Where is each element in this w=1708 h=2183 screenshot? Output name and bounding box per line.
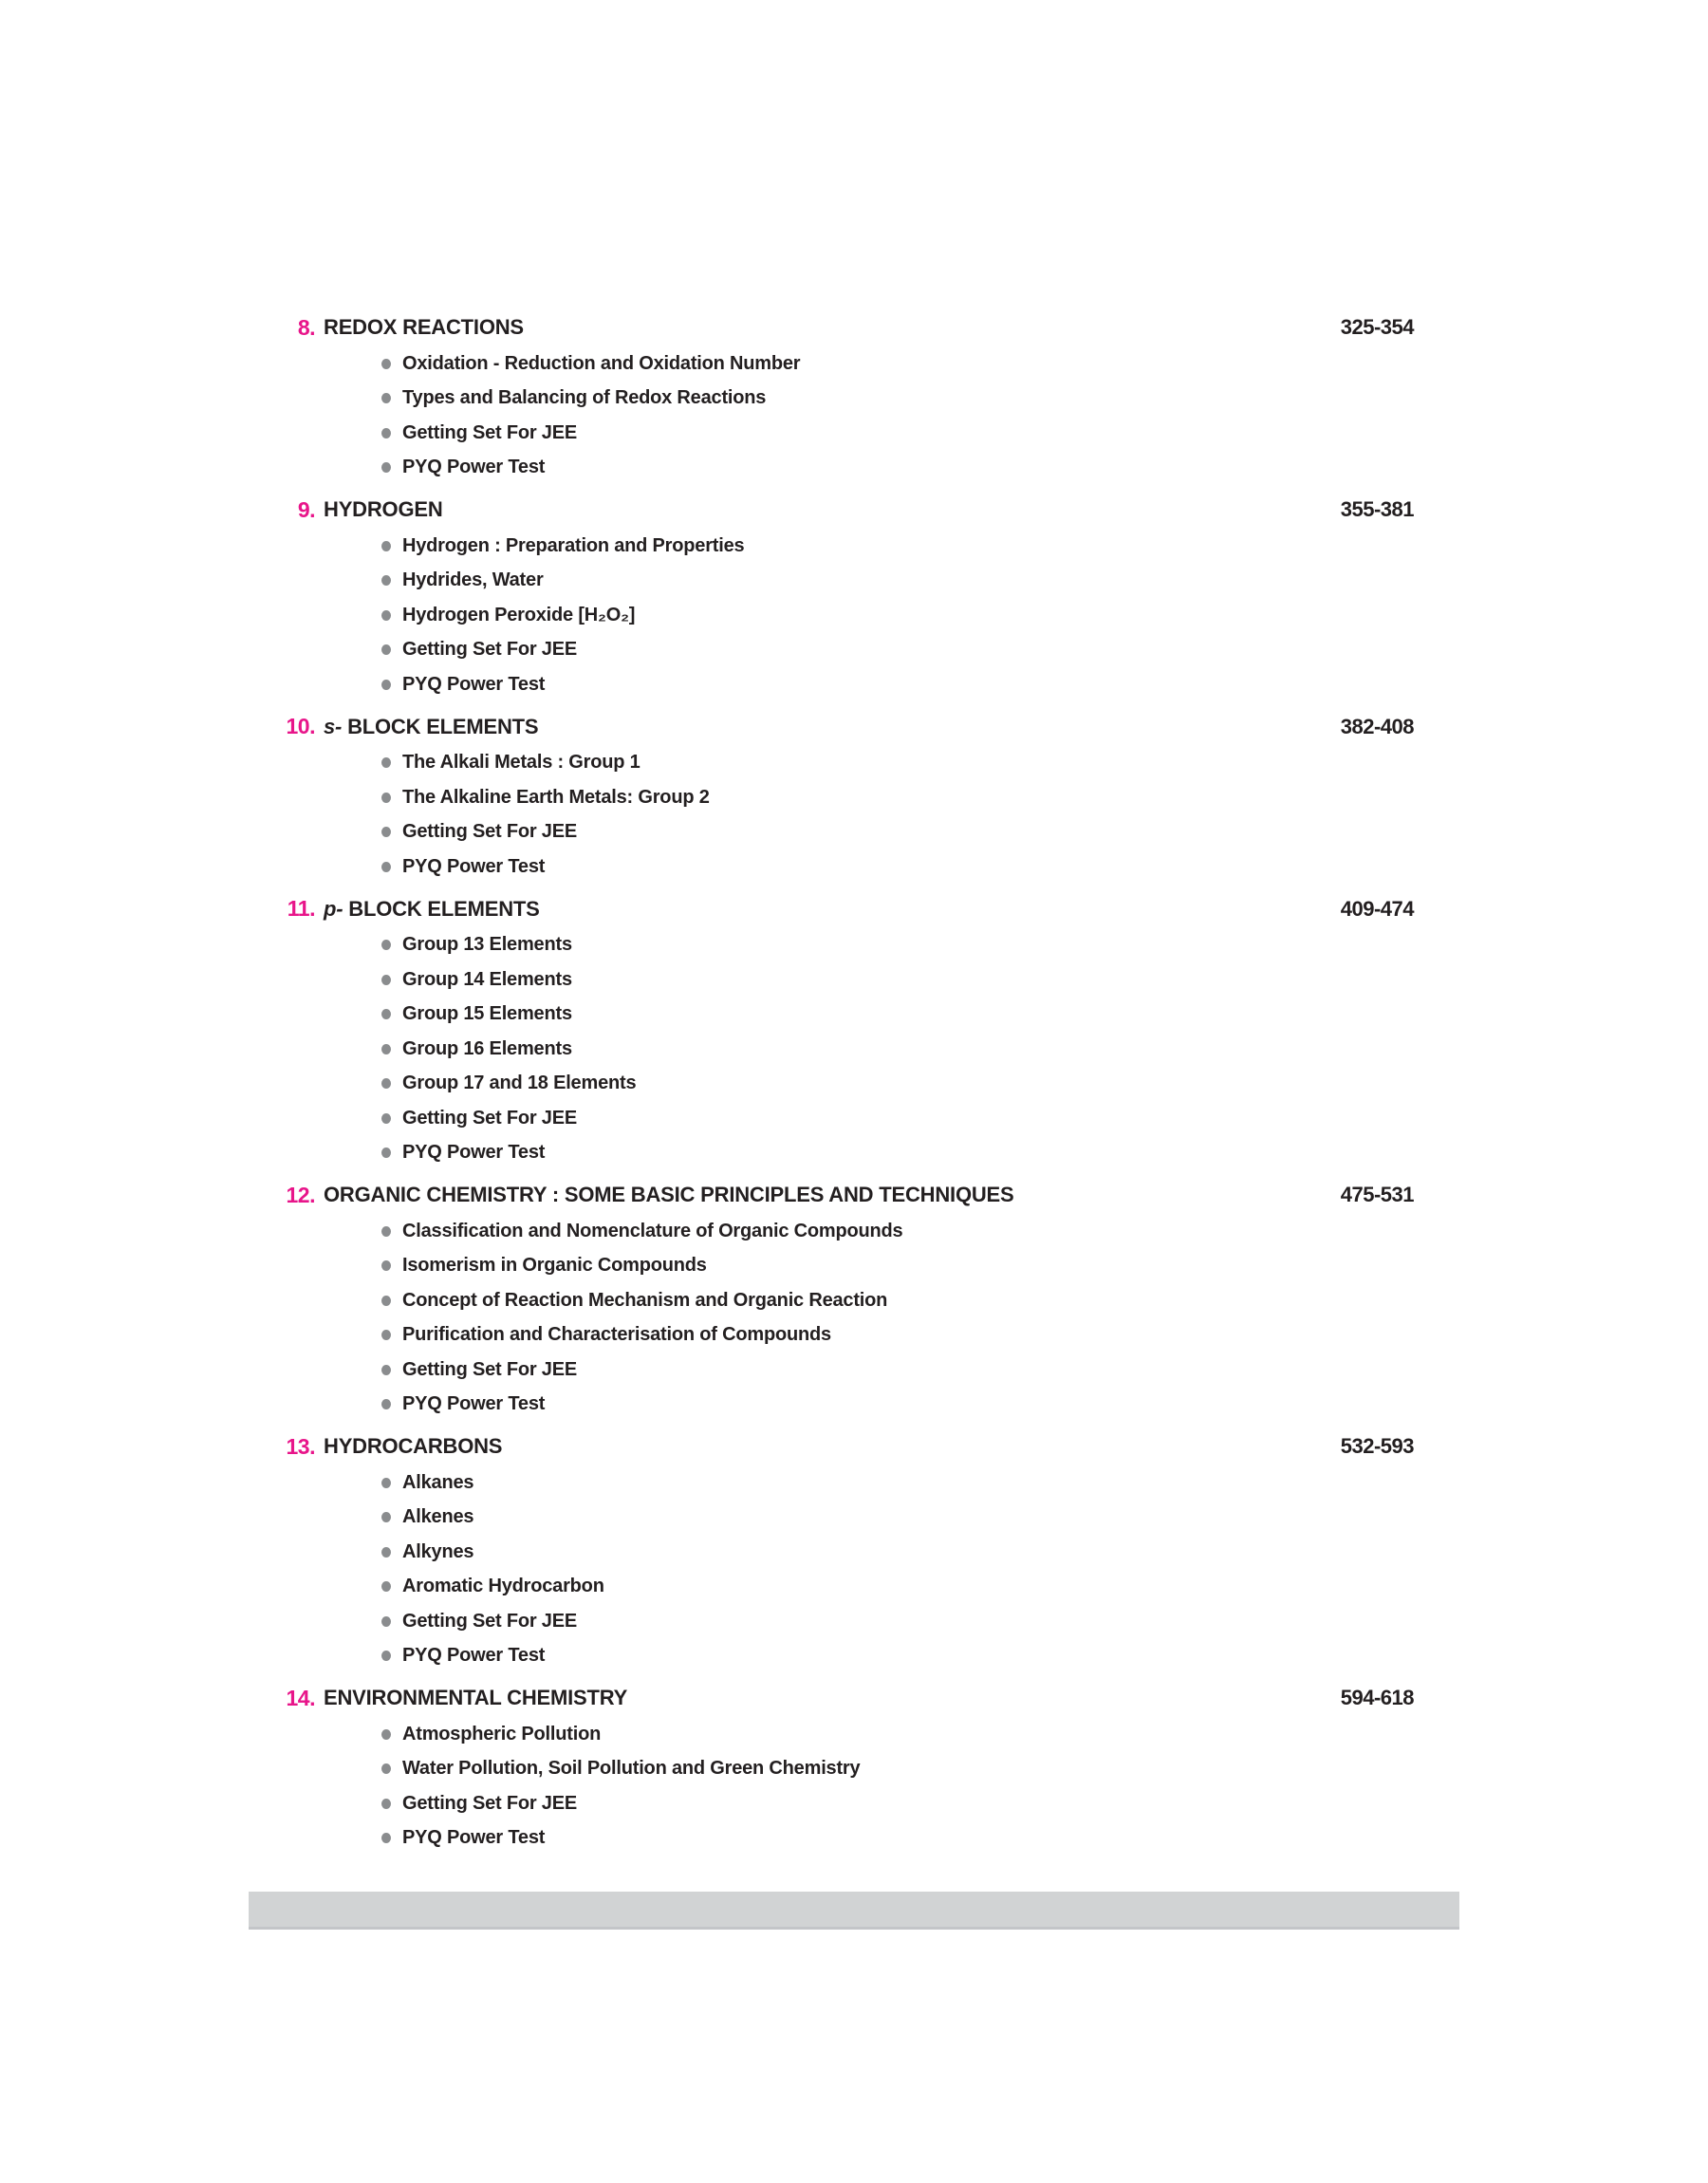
chapter-title-text: HYDROGEN xyxy=(324,497,443,521)
footer-bar xyxy=(249,1892,1459,1930)
topic-list xyxy=(273,1465,1414,1673)
chapter-page-range: 325-354 xyxy=(1340,315,1414,339)
topic-label: Group 17 and 18 Elements xyxy=(402,1073,637,1094)
topic-item xyxy=(381,1717,1414,1752)
bullet-icon xyxy=(381,975,391,985)
topic-item xyxy=(381,633,1414,668)
topic-item xyxy=(381,667,1414,702)
bullet-icon xyxy=(381,680,391,690)
topic-item xyxy=(381,529,1414,564)
bullet-icon xyxy=(381,1226,391,1237)
topic-label: Hydrogen : Preparation and Properties xyxy=(402,534,745,556)
chapter-entry-environmental-chemistry xyxy=(273,1681,1414,1856)
bullet-icon xyxy=(381,428,391,438)
topic-label: Getting Set For JEE xyxy=(402,1107,578,1129)
bullet-icon xyxy=(381,610,391,621)
chapter-entry-p-block-elements xyxy=(273,892,1414,1171)
chapter-title-text: BLOCK ELEMENTS xyxy=(343,896,540,921)
bullet-icon xyxy=(381,1296,391,1306)
topic-item xyxy=(381,1388,1414,1423)
topic-item xyxy=(381,1032,1414,1067)
topic-list xyxy=(273,928,1414,1171)
topic-item xyxy=(381,1101,1414,1136)
topic-label: Types and Balancing of Redox Reactions xyxy=(402,387,767,409)
topic-label: Getting Set For JEE xyxy=(402,1358,578,1380)
topic-item xyxy=(381,598,1414,633)
chapter-title-text: ORGANIC CHEMISTRY : SOME BASIC PRINCIPLES AND TECHNIQUES xyxy=(324,1183,1014,1206)
bullet-icon xyxy=(381,1478,391,1488)
bullet-icon xyxy=(381,1581,391,1592)
topic-item xyxy=(381,1214,1414,1249)
chapter-heading xyxy=(273,1681,1414,1715)
bullet-icon xyxy=(381,1763,391,1774)
topic-label: Isomerism in Organic Compounds xyxy=(402,1255,707,1277)
topic-label: Getting Set For JEE xyxy=(402,821,578,843)
chapter-title xyxy=(324,1183,1331,1207)
topic-item xyxy=(381,451,1414,486)
topic-label: Concept of Reaction Mechanism and Organic Reaction xyxy=(402,1289,888,1311)
chapter-heading xyxy=(273,493,1414,527)
bullet-icon xyxy=(381,644,391,655)
topic-item xyxy=(381,1318,1414,1353)
bullet-icon xyxy=(381,1512,391,1522)
bullet-icon xyxy=(381,1147,391,1158)
bullet-icon xyxy=(381,940,391,950)
topic-item xyxy=(381,1067,1414,1102)
bullet-icon xyxy=(381,1799,391,1809)
topic-label: Alkynes xyxy=(402,1540,474,1562)
topic-item xyxy=(381,928,1414,963)
bullet-icon xyxy=(381,1078,391,1089)
topic-label: Alkenes xyxy=(402,1506,474,1528)
chapter-page-range: 355-381 xyxy=(1340,497,1414,521)
chapter-title xyxy=(324,497,1331,522)
chapter-page-range: 475-531 xyxy=(1340,1183,1414,1206)
bullet-icon xyxy=(381,1365,391,1375)
topic-label: PYQ Power Test xyxy=(402,1645,546,1667)
chapter-title-text: ENVIRONMENTAL CHEMISTRY xyxy=(324,1686,628,1709)
topic-item xyxy=(381,849,1414,885)
chapter-number: 11. xyxy=(287,896,315,921)
topic-label: Group 14 Elements xyxy=(402,968,572,990)
topic-item xyxy=(381,780,1414,815)
bullet-icon xyxy=(381,1009,391,1019)
topic-item xyxy=(381,346,1414,382)
chapter-heading xyxy=(273,892,1414,926)
topic-label: Getting Set For JEE xyxy=(402,421,578,443)
bullet-icon xyxy=(381,1399,391,1409)
chapter-title-italic-prefix: s- xyxy=(324,714,343,738)
topic-label: Group 13 Elements xyxy=(402,934,572,956)
topic-list xyxy=(273,1717,1414,1856)
topic-label: Group 15 Elements xyxy=(402,1003,572,1025)
topic-item xyxy=(381,1136,1414,1171)
bullet-icon xyxy=(381,1729,391,1740)
topic-label: Getting Set For JEE xyxy=(402,1792,578,1814)
topic-item xyxy=(381,1570,1414,1605)
topic-item xyxy=(381,746,1414,781)
bullet-icon xyxy=(381,827,391,837)
chapter-title xyxy=(324,897,1331,922)
topic-item xyxy=(381,382,1414,417)
bullet-icon xyxy=(381,575,391,586)
chapter-title-text: REDOX REACTIONS xyxy=(324,315,524,339)
topic-item xyxy=(381,1786,1414,1821)
topic-label: Purification and Characterisation of Compounds xyxy=(402,1324,831,1346)
topic-item xyxy=(381,1283,1414,1318)
bullet-icon xyxy=(381,1651,391,1661)
topic-label: Hydrides, Water xyxy=(402,569,544,591)
bullet-icon xyxy=(381,1330,391,1340)
topic-label: Aromatic Hydrocarbon xyxy=(402,1576,604,1597)
chapter-entry-redox-reactions xyxy=(273,310,1414,485)
bullet-icon xyxy=(381,757,391,768)
topic-label: Oxidation - Reduction and Oxidation Number xyxy=(402,352,801,374)
topic-item xyxy=(381,564,1414,599)
chapter-entry-hydrogen xyxy=(273,493,1414,702)
topic-item xyxy=(381,1353,1414,1388)
topic-label: PYQ Power Test xyxy=(402,1827,546,1849)
topic-label: Getting Set For JEE xyxy=(402,639,578,661)
chapter-title-text: HYDROCARBONS xyxy=(324,1434,503,1458)
topic-label: The Alkali Metals : Group 1 xyxy=(402,752,640,774)
chapter-entry-organic-chemistry xyxy=(273,1178,1414,1422)
chapter-title xyxy=(324,1434,1331,1459)
topic-item xyxy=(381,962,1414,998)
chapter-number: 10. xyxy=(286,714,315,738)
topic-label: Classification and Nomenclature of Organic Compounds xyxy=(402,1220,903,1241)
topic-list xyxy=(273,346,1414,485)
chapter-page-range: 409-474 xyxy=(1340,896,1414,921)
bullet-icon xyxy=(381,1547,391,1558)
bullet-icon xyxy=(381,462,391,473)
chapter-title-text: BLOCK ELEMENTS xyxy=(342,714,539,738)
chapter-number: 14. xyxy=(286,1685,315,1710)
bullet-icon xyxy=(381,1044,391,1054)
bullet-icon xyxy=(381,393,391,403)
chapter-heading xyxy=(273,710,1414,744)
bullet-icon xyxy=(381,1113,391,1124)
topic-item xyxy=(381,998,1414,1033)
topic-label: The Alkaline Earth Metals: Group 2 xyxy=(402,786,710,808)
topic-item xyxy=(381,1752,1414,1787)
bullet-icon xyxy=(381,793,391,803)
bullet-icon xyxy=(381,862,391,872)
chapter-page-range: 382-408 xyxy=(1340,714,1414,738)
chapter-title xyxy=(324,315,1331,340)
chapter-heading xyxy=(273,1178,1414,1212)
bullet-icon xyxy=(381,359,391,369)
topic-label: Group 16 Elements xyxy=(402,1037,572,1059)
topic-label: PYQ Power Test xyxy=(402,673,546,695)
topic-item xyxy=(381,815,1414,850)
topic-label: PYQ Power Test xyxy=(402,855,546,877)
chapter-page-range: 594-618 xyxy=(1340,1686,1414,1709)
chapter-heading xyxy=(273,310,1414,345)
chapter-entry-s-block-elements xyxy=(273,710,1414,885)
topic-item xyxy=(381,1535,1414,1570)
chapter-title xyxy=(324,1686,1331,1710)
chapter-page-range: 532-593 xyxy=(1340,1434,1414,1458)
topic-label: Alkanes xyxy=(402,1471,474,1493)
topic-label: Hydrogen Peroxide [H₂O₂] xyxy=(402,604,636,625)
chapter-title xyxy=(324,715,1331,739)
topic-label: Atmospheric Pollution xyxy=(402,1723,602,1745)
chapter-number: 13. xyxy=(286,1433,315,1459)
table-of-contents xyxy=(273,310,1414,1863)
chapter-number: 8. xyxy=(297,314,315,340)
topic-label: Getting Set For JEE xyxy=(402,1610,578,1632)
chapter-entry-hydrocarbons xyxy=(273,1429,1414,1673)
chapter-title-italic-prefix: p- xyxy=(324,896,343,921)
topic-item xyxy=(381,1465,1414,1501)
topic-item xyxy=(381,1639,1414,1674)
topic-label: PYQ Power Test xyxy=(402,1393,546,1415)
topic-label: PYQ Power Test xyxy=(402,1142,546,1164)
topic-item xyxy=(381,1604,1414,1639)
topic-list xyxy=(273,529,1414,702)
topic-label: Water Pollution, Soil Pollution and Green Chemistry xyxy=(402,1758,861,1780)
topic-label: PYQ Power Test xyxy=(402,457,546,478)
chapter-number: 12. xyxy=(286,1182,315,1207)
topic-list xyxy=(273,1214,1414,1422)
chapter-heading xyxy=(273,1429,1414,1464)
chapter-number: 9. xyxy=(297,496,315,522)
topic-item xyxy=(381,1821,1414,1856)
topic-item xyxy=(381,1249,1414,1284)
bullet-icon xyxy=(381,1616,391,1627)
topic-item xyxy=(381,1501,1414,1536)
bullet-icon xyxy=(381,1260,391,1271)
topic-list xyxy=(273,746,1414,885)
bullet-icon xyxy=(381,541,391,551)
bullet-icon xyxy=(381,1833,391,1843)
topic-item xyxy=(381,416,1414,451)
